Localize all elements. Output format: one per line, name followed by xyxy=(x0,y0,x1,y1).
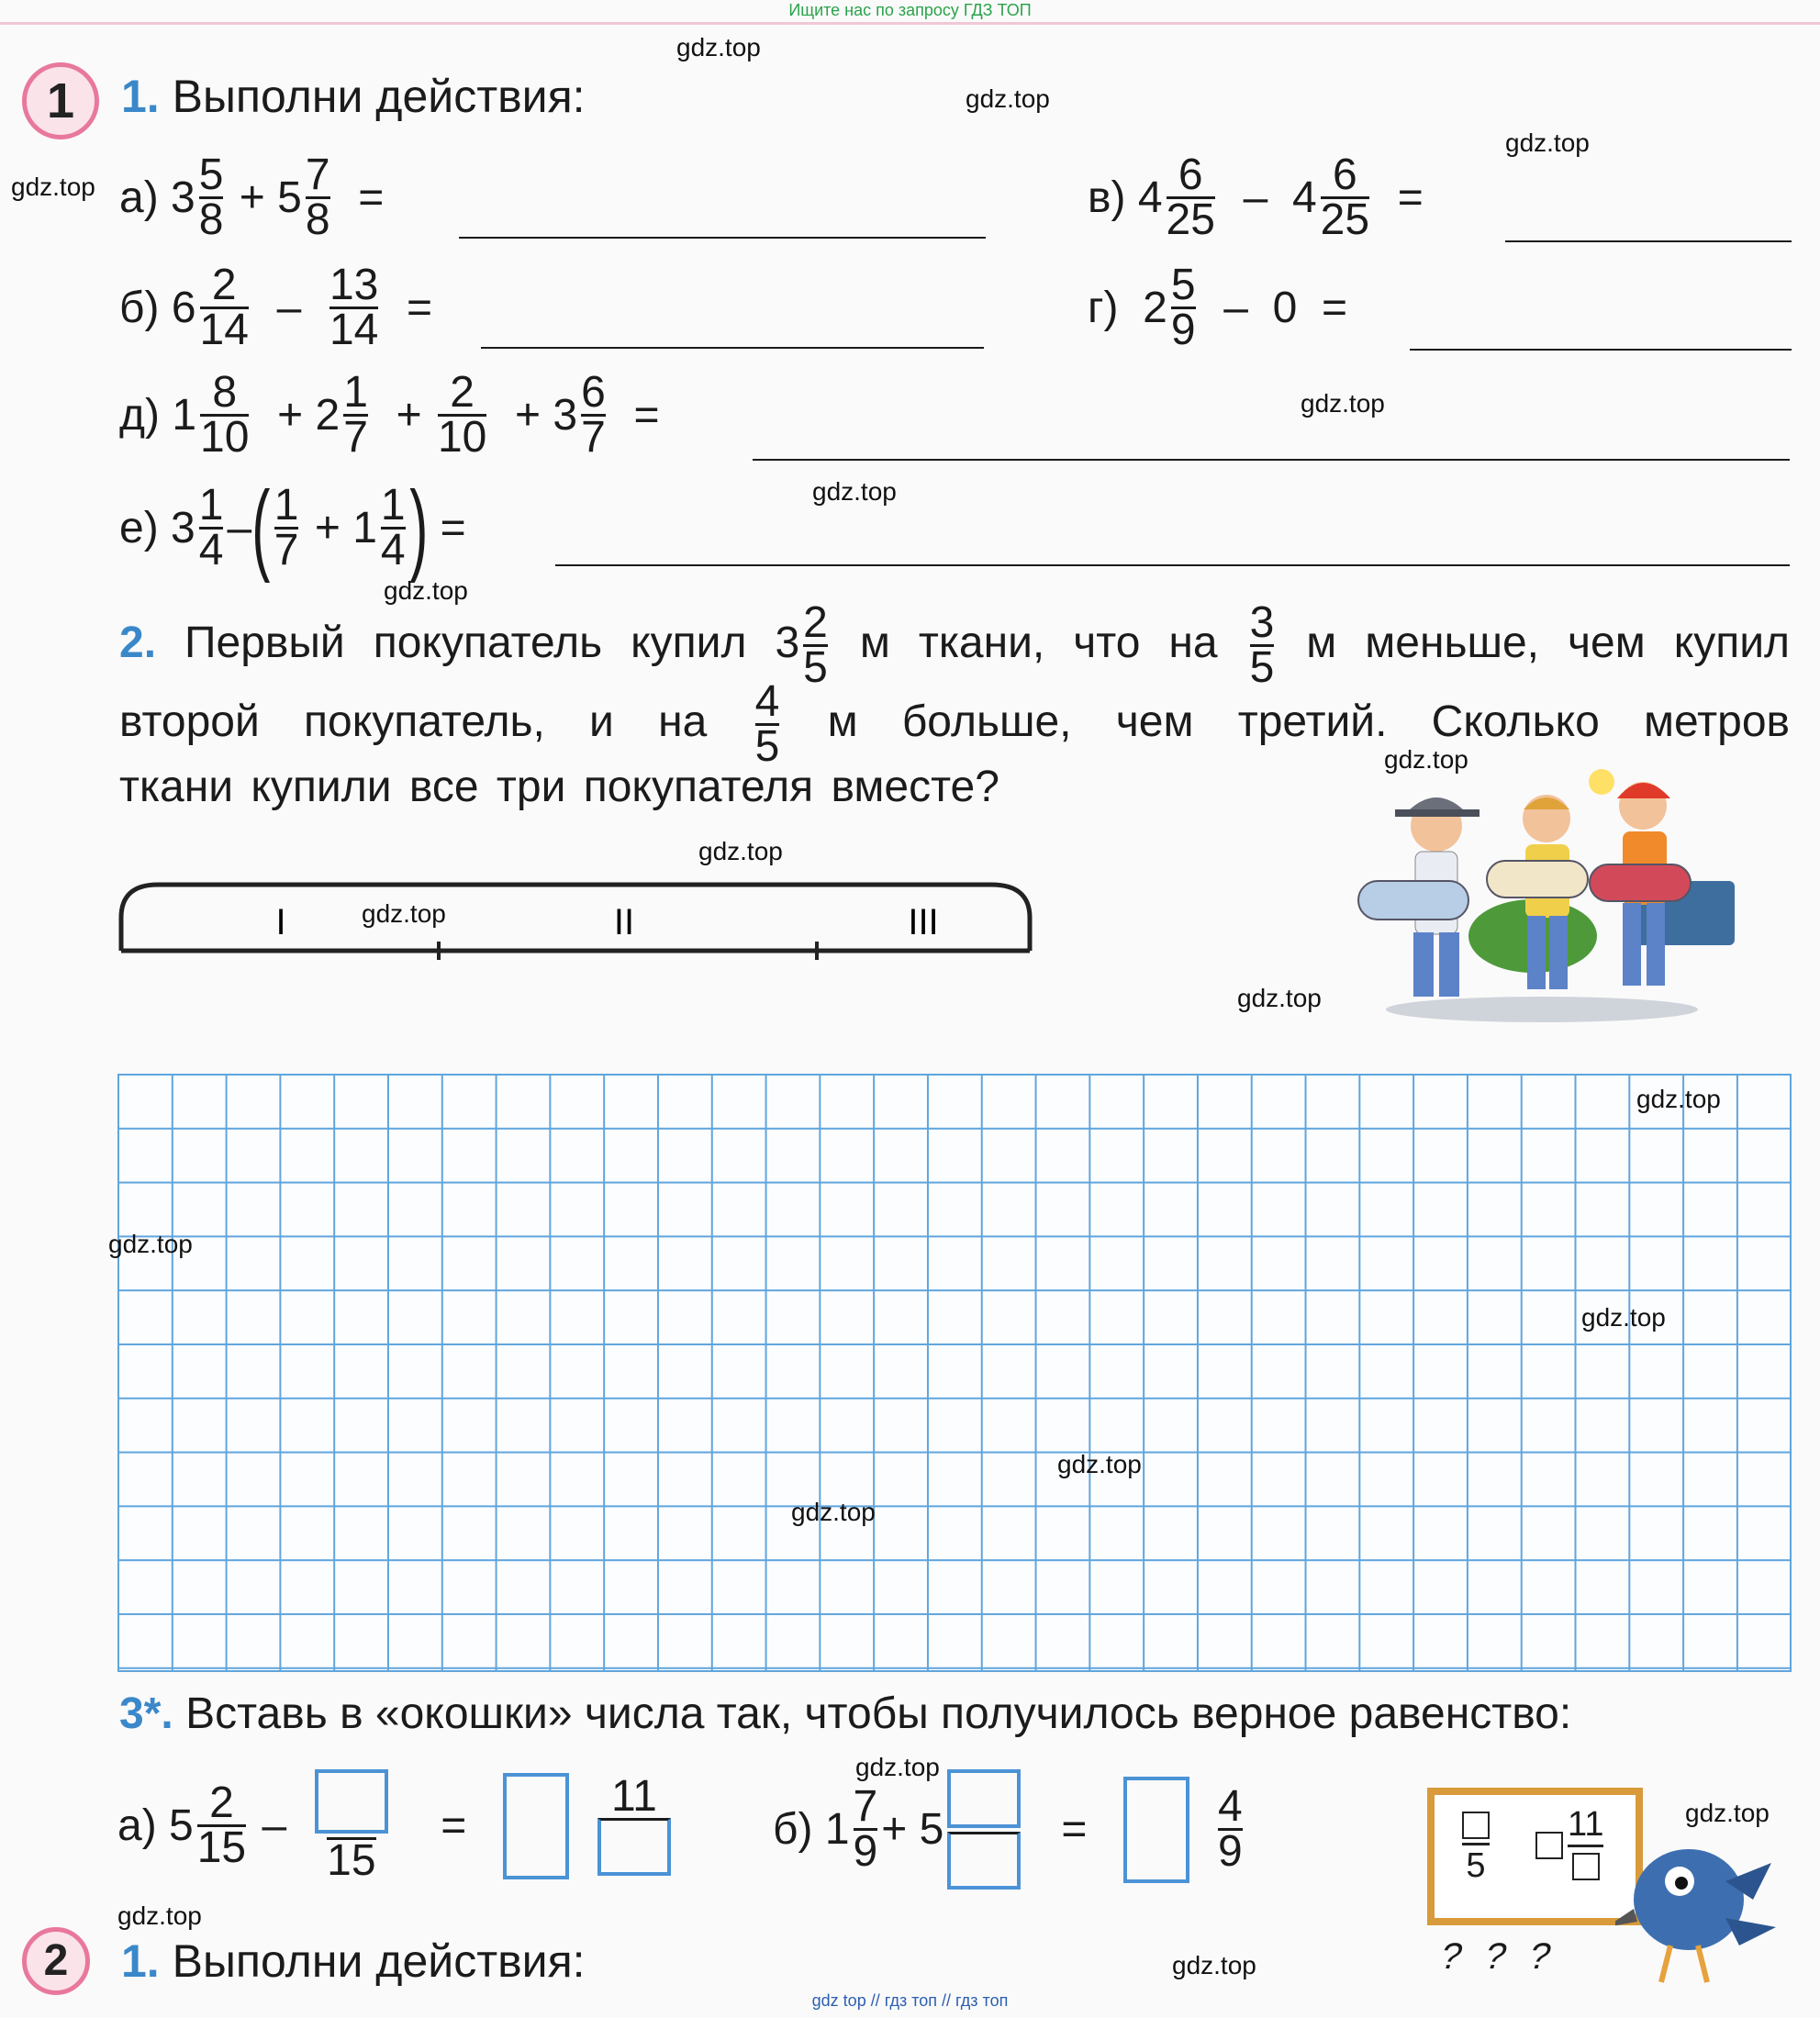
equals: = xyxy=(1397,173,1424,222)
label: д) xyxy=(119,391,160,440)
answer-line-d[interactable] xyxy=(753,459,1790,461)
fraction: 15 xyxy=(315,1769,388,1882)
watermark: gdz.top xyxy=(1172,1951,1256,1979)
whole: 3 xyxy=(171,173,195,222)
equals: = xyxy=(1322,284,1348,332)
fraction: $\frac{1}{4}$ xyxy=(380,480,406,574)
equals: = xyxy=(358,173,385,222)
watermark: gdz.top xyxy=(362,899,446,928)
label: г) xyxy=(1088,284,1119,332)
bottom-banner[interactable]: gdz top // гдз топ // гдз топ xyxy=(811,1991,1009,2010)
whole: 2 xyxy=(1143,284,1167,332)
fraction: 11 xyxy=(597,1776,671,1876)
watermark: gdz.top xyxy=(855,1753,940,1781)
expr-3b xyxy=(773,1769,1246,1890)
text: второй покупатель, и на xyxy=(119,697,708,747)
watermark: gdz.top xyxy=(1237,984,1322,1012)
watermark: gdz.top xyxy=(966,84,1050,113)
watermark: gdz.top xyxy=(1505,128,1590,157)
expr-v xyxy=(1088,151,1424,244)
whole: 2 xyxy=(315,391,341,440)
operator: + xyxy=(396,391,422,440)
task1-heading xyxy=(121,70,586,123)
fraction: $\frac{8}{10}$ xyxy=(200,368,250,462)
watermark: gdz.top xyxy=(11,173,95,201)
fraction: $\frac{2}{14}$ xyxy=(199,261,249,354)
whole: 6 xyxy=(171,284,196,332)
fraction: $\frac{7}{9}$ xyxy=(853,1782,878,1876)
answer-box[interactable] xyxy=(947,1769,1021,1828)
fraction: $\frac{1}{4}$ xyxy=(198,480,224,574)
fraction: $\frac{5}{8}$ xyxy=(198,151,224,244)
expr-e xyxy=(119,471,466,584)
equals: = xyxy=(440,503,466,552)
answer-line-b[interactable] xyxy=(481,347,984,349)
operator: – xyxy=(276,284,302,332)
question-cards: ??? xyxy=(1435,1936,1580,1977)
fraction: $\frac{6}{7}$ xyxy=(581,368,606,462)
operator: + xyxy=(881,1805,908,1854)
fraction: $\frac{6}{25}$ xyxy=(1166,151,1215,244)
expr-a xyxy=(119,151,385,244)
watermark: gdz.top xyxy=(117,1901,202,1930)
watermark: gdz.top xyxy=(1384,745,1468,774)
small-box xyxy=(1535,1832,1563,1859)
whole: 1 xyxy=(172,391,197,440)
squared-grid[interactable] xyxy=(117,1074,1792,1672)
watermark: gdz.top xyxy=(1301,389,1385,418)
operator: + xyxy=(239,173,265,222)
watermark: gdz.top xyxy=(1057,1450,1142,1478)
fraction: $\frac{1}{7}$ xyxy=(343,368,368,462)
answer-line-a[interactable] xyxy=(459,237,986,239)
answer-box[interactable] xyxy=(315,1769,388,1834)
fraction: $\frac{1}{7}$ xyxy=(274,480,299,574)
fraction: $\frac{4}{9}$ xyxy=(1218,1782,1243,1876)
watermark: gdz.top xyxy=(384,576,468,605)
label: в) xyxy=(1088,173,1126,222)
answer-line-e[interactable] xyxy=(555,564,1790,566)
whole: 3 xyxy=(553,391,578,440)
answer-box[interactable] xyxy=(503,1773,569,1879)
operator: – xyxy=(1223,284,1248,332)
crow-icon xyxy=(1615,1826,1799,1991)
whole: 5 xyxy=(277,173,302,222)
fraction: $\frac{13}{14}$ xyxy=(329,261,379,354)
equals: = xyxy=(441,1801,467,1850)
task2-line1 xyxy=(119,598,1791,692)
watermark: gdz.top xyxy=(108,1230,193,1258)
label: б) xyxy=(773,1805,813,1854)
expr-d xyxy=(119,368,660,462)
expr-g xyxy=(1088,261,1348,354)
watermark: gdz.top xyxy=(1581,1303,1666,1332)
hint-fraction: 11 xyxy=(1568,1804,1603,1880)
left-paren: ( xyxy=(251,471,271,584)
task-title: Выполни действия: xyxy=(172,1935,586,1987)
equals: = xyxy=(1061,1805,1088,1854)
operator: + xyxy=(277,391,304,440)
label: а) xyxy=(117,1801,157,1850)
text: м ткани, что на xyxy=(859,619,1218,668)
task2-line3: ткани купили все три покупателя вместе? xyxy=(119,763,999,811)
fraction: $\frac{4}{5}$ xyxy=(754,677,780,771)
task3-heading xyxy=(119,1689,1571,1739)
fraction: $\frac{2}{5}$ xyxy=(803,598,828,692)
task-title: Выполни действия: xyxy=(172,71,586,122)
segment-label-2: II xyxy=(613,902,635,942)
task-text: Вставь в «окошки» числа так, чтобы получилось верное равенство: xyxy=(185,1689,1572,1738)
boys-illustration xyxy=(1349,762,1762,1028)
hint-card xyxy=(1427,1788,1643,1925)
fraction xyxy=(947,1769,1021,1890)
watermark: gdz.top xyxy=(1636,1085,1721,1113)
operator: – xyxy=(1243,173,1268,222)
whole: 5 xyxy=(169,1801,194,1850)
fraction: $\frac{2}{10}$ xyxy=(437,368,487,462)
brace xyxy=(121,885,1030,951)
label: а) xyxy=(119,173,159,222)
answer-box[interactable] xyxy=(947,1832,1021,1890)
operator: + xyxy=(515,391,542,440)
hint-fraction: 5 xyxy=(1462,1808,1490,1886)
whole: 4 xyxy=(1291,173,1317,222)
task-number: 2. xyxy=(119,619,157,668)
task-number: 1. xyxy=(121,1935,160,1987)
task-number: 3*. xyxy=(119,1689,173,1738)
whole: 0 xyxy=(1272,284,1298,332)
text: Первый покупатель купил 3 xyxy=(184,619,800,668)
label: б) xyxy=(119,284,160,332)
operator: – xyxy=(227,503,252,552)
fraction: $\frac{6}{25}$ xyxy=(1320,151,1370,244)
whole: 1 xyxy=(824,1805,850,1854)
fraction: $\frac{2}{15}$ xyxy=(196,1778,247,1872)
fraction: $\frac{7}{8}$ xyxy=(305,151,330,244)
watermark: gdz.top xyxy=(676,33,761,61)
fraction: $\frac{3}{5}$ xyxy=(1249,598,1275,692)
top-banner[interactable]: Ищите нас по запросу ГДЗ ТОП xyxy=(788,1,1032,19)
answer-line-g[interactable] xyxy=(1410,349,1792,351)
answer-box[interactable] xyxy=(597,1818,671,1876)
watermark: gdz.top xyxy=(1685,1799,1770,1827)
text: м больше, чем третий. Сколько метров xyxy=(827,697,1791,747)
whole: 3 xyxy=(171,503,195,552)
whole: 1 xyxy=(352,503,377,552)
segment-label-3: III xyxy=(908,902,939,942)
small-box xyxy=(1462,1812,1490,1839)
answer-line-v[interactable] xyxy=(1505,240,1792,242)
whole: 4 xyxy=(1137,173,1163,222)
operator: + xyxy=(314,503,341,552)
segment-diagram xyxy=(110,872,1046,964)
right-paren: ) xyxy=(408,471,429,584)
whole: 5 xyxy=(919,1805,944,1854)
label: е) xyxy=(119,503,159,552)
equals: = xyxy=(633,391,660,440)
section-badge: 2 xyxy=(22,1927,90,1995)
text: м меньше, чем купил xyxy=(1306,619,1791,668)
fraction: $\frac{5}{9}$ xyxy=(1170,261,1196,354)
task2-line2 xyxy=(119,677,1791,771)
watermark: gdz.top xyxy=(812,477,897,506)
expr-3a xyxy=(117,1769,675,1885)
section-badge: 1 xyxy=(22,62,99,139)
expr-b xyxy=(119,261,433,354)
answer-box[interactable] xyxy=(1123,1777,1189,1883)
section2-heading xyxy=(121,1934,586,1988)
equals: = xyxy=(407,284,433,332)
segment-label-1: I xyxy=(275,902,286,942)
task-number: 1. xyxy=(121,71,160,122)
divider xyxy=(0,22,1820,25)
watermark: gdz.top xyxy=(698,837,783,865)
operator: – xyxy=(262,1801,287,1850)
watermark: gdz.top xyxy=(791,1498,876,1526)
